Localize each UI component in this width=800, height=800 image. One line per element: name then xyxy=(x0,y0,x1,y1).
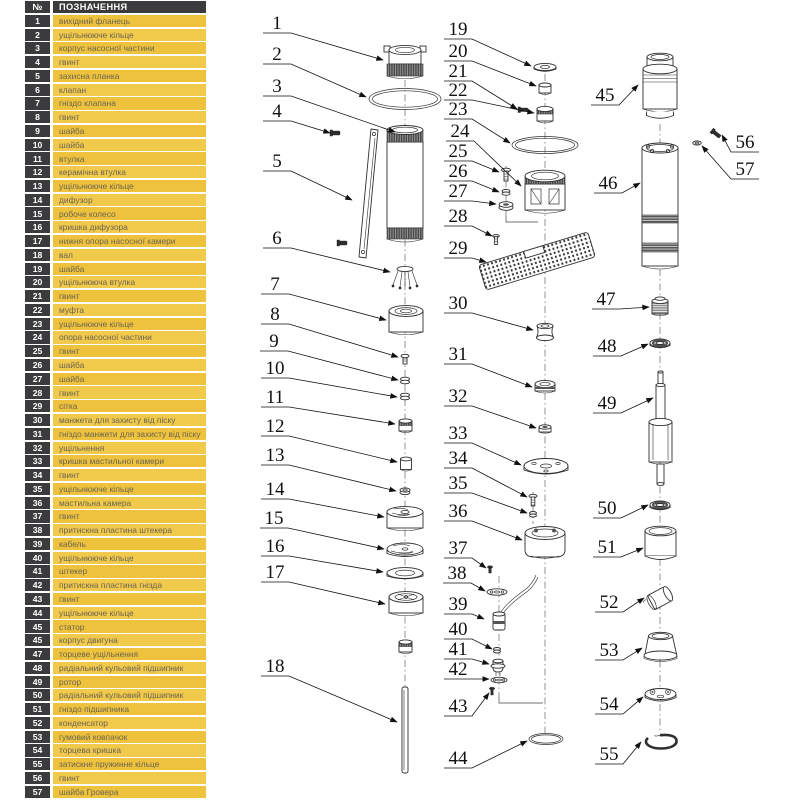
part-ball-bearing-50 xyxy=(650,501,670,510)
row-part-name: затискне пружинне кільце xyxy=(53,758,206,770)
row-part-name: шайба xyxy=(53,359,206,371)
callout-number-49: 49 xyxy=(597,393,617,414)
part-coupling xyxy=(537,106,553,123)
callout-number-56: 56 xyxy=(735,132,755,153)
callout-number-40: 40 xyxy=(448,619,468,640)
callout-number-9: 9 xyxy=(269,331,279,352)
callout-number-24: 24 xyxy=(450,121,470,142)
row-number: 19 xyxy=(25,263,50,275)
callout-number-32: 32 xyxy=(448,386,468,407)
callout-number-23: 23 xyxy=(448,99,468,120)
row-number: 40 xyxy=(25,552,50,564)
callout-number-11: 11 xyxy=(265,387,285,408)
row-number: 43 xyxy=(25,593,50,605)
row-number: 27 xyxy=(25,373,50,385)
row-part-name: ущільнююче кільце xyxy=(53,483,206,495)
part-cable xyxy=(493,575,538,630)
row-number: 55 xyxy=(25,758,50,770)
row-part-name: гвинт xyxy=(53,290,206,302)
row-number: 20 xyxy=(25,276,50,288)
row-number: 16 xyxy=(25,221,50,233)
part-screws-4 xyxy=(330,130,347,246)
leader-line-6 xyxy=(263,248,390,272)
part-valve-seat xyxy=(389,306,423,335)
row-part-name: шайба xyxy=(53,139,206,151)
row-part-name: кабель xyxy=(53,538,206,550)
callout-layer xyxy=(260,13,759,769)
row-part-name: кришка мастильної камери xyxy=(53,455,206,467)
callout-number-36: 36 xyxy=(448,501,468,522)
part-bearing-seat xyxy=(645,526,676,559)
row-part-name: торцеве ущільнення xyxy=(53,648,206,660)
row-number: 36 xyxy=(25,497,50,509)
part-ring-35 xyxy=(530,512,537,518)
part-bushing-11 xyxy=(399,419,412,433)
callout-number-26: 26 xyxy=(448,161,468,182)
callout-number-3: 3 xyxy=(272,76,282,97)
part-pump-casing xyxy=(387,126,423,243)
row-number: 52 xyxy=(25,717,50,729)
part-mechanical-seal xyxy=(652,297,668,316)
row-number: 53 xyxy=(25,731,50,743)
part-diffuser xyxy=(387,507,423,531)
leader-line-18 xyxy=(261,676,397,722)
row-number: 22 xyxy=(25,304,50,316)
row-part-name: гвинт xyxy=(53,772,206,784)
callout-number-35: 35 xyxy=(448,473,468,494)
row-part-name: шайба xyxy=(53,125,206,137)
row-part-name: кришка дифузора xyxy=(53,221,206,233)
row-number: 35 xyxy=(25,483,50,495)
row-number: 57 xyxy=(25,786,50,798)
leader-line-5 xyxy=(263,171,352,200)
row-number: 48 xyxy=(25,662,50,674)
row-part-name: робоче колесо xyxy=(53,207,206,219)
row-part-name: вал xyxy=(53,249,206,261)
part-motor-housing xyxy=(642,143,678,269)
row-number: 18 xyxy=(25,249,50,261)
row-part-name: захисна планка xyxy=(53,70,206,82)
row-part-name: корпус двигуна xyxy=(53,634,206,646)
callout-number-30: 30 xyxy=(448,293,468,314)
part-seal-ring-13 xyxy=(400,488,410,495)
callout-number-34: 34 xyxy=(448,448,468,469)
callout-number-27: 27 xyxy=(448,181,468,202)
callout-number-8: 8 xyxy=(270,304,280,325)
row-part-name: манжета для захисту від піску xyxy=(53,414,206,426)
row-part-name: вихідний фланець xyxy=(53,15,206,27)
callout-number-18: 18 xyxy=(265,656,285,677)
row-part-name: шайба xyxy=(53,263,206,275)
callout-number-37: 37 xyxy=(448,538,468,559)
row-number: 30 xyxy=(25,414,50,426)
part-lower-support xyxy=(389,592,423,616)
part-diffuser-cover xyxy=(387,568,423,579)
row-number: 38 xyxy=(25,524,50,536)
callout-number-25: 25 xyxy=(448,141,468,162)
row-part-name: шайба xyxy=(53,373,206,385)
callout-number-45: 45 xyxy=(595,85,615,106)
row-part-name: ущільнення xyxy=(53,442,206,454)
row-number: 45 xyxy=(25,620,50,632)
part-screw-43 xyxy=(489,687,495,695)
row-part-name: ущільнююче кільце xyxy=(53,552,206,564)
row-number: 17 xyxy=(25,235,50,247)
part-stator xyxy=(643,53,677,118)
part-oil-chamber xyxy=(525,527,565,559)
leader-line-4 xyxy=(263,121,330,133)
part-impeller xyxy=(387,543,423,557)
callout-number-48: 48 xyxy=(597,336,617,357)
row-part-name: ущільнююче кільце xyxy=(53,29,206,41)
row-part-name: керамічна втулка xyxy=(53,166,206,178)
row-number: 6 xyxy=(25,84,50,96)
row-part-name: гвинт xyxy=(53,593,206,605)
part-screw-56 xyxy=(710,128,722,139)
part-retaining-ring xyxy=(646,735,677,749)
row-part-name: гвинт xyxy=(53,510,206,522)
part-end-cover xyxy=(645,689,676,702)
callout-number-2: 2 xyxy=(272,44,282,65)
part-socket-plate xyxy=(491,677,507,683)
callout-number-12: 12 xyxy=(265,416,285,437)
part-washer-10 xyxy=(401,393,410,400)
row-number: 10 xyxy=(25,139,50,151)
part-washer-27 xyxy=(499,202,513,211)
callout-number-5: 5 xyxy=(272,151,282,172)
row-part-name: статор xyxy=(53,620,206,632)
row-number: 2 xyxy=(25,29,50,41)
row-part-name: корпус насосної частини xyxy=(53,42,206,54)
callout-number-42: 42 xyxy=(448,659,468,680)
row-part-name: гвинт xyxy=(53,111,206,123)
part-plug xyxy=(491,659,505,676)
part-pump-support xyxy=(525,170,565,213)
row-number: 3 xyxy=(25,42,50,54)
row-number: 44 xyxy=(25,607,50,619)
row-number: 9 xyxy=(25,125,50,137)
part-rotor xyxy=(649,371,672,485)
part-ring-40 xyxy=(494,648,501,654)
row-number: 56 xyxy=(25,772,50,784)
row-number: 12 xyxy=(25,166,50,178)
row-part-name: втулка xyxy=(53,152,206,164)
row-number: 54 xyxy=(25,744,50,756)
callout-number-43: 43 xyxy=(448,696,468,717)
leader-line-38 xyxy=(443,583,485,591)
callout-number-4: 4 xyxy=(272,101,282,122)
row-number: 28 xyxy=(25,386,50,398)
row-number: 11 xyxy=(25,152,50,164)
callout-number-10: 10 xyxy=(265,358,285,379)
row-number: 42 xyxy=(25,579,50,591)
row-part-name: притискна пластина гнізда xyxy=(53,579,206,591)
row-number: 49 xyxy=(25,676,50,688)
part-ceramic-bushing xyxy=(401,457,412,471)
row-number: 23 xyxy=(25,318,50,330)
callout-number-44: 44 xyxy=(448,748,468,769)
callout-number-20: 20 xyxy=(448,41,468,62)
row-number: 26 xyxy=(25,359,50,371)
part-seal-32 xyxy=(539,425,551,433)
part-seal-bushing-20 xyxy=(539,83,551,95)
part-screw-34 xyxy=(529,494,537,506)
row-part-name: шайба Гровера xyxy=(53,786,206,798)
row-part-name: радіальний кульовий підшипник xyxy=(53,689,206,701)
header-number: № xyxy=(25,1,50,13)
row-part-name: ущільнююче кільце xyxy=(53,607,206,619)
callout-number-39: 39 xyxy=(448,594,468,615)
part-capacitor xyxy=(642,585,675,613)
part-washer-9 xyxy=(401,377,410,384)
callout-number-21: 21 xyxy=(448,61,468,82)
row-number: 41 xyxy=(25,565,50,577)
callout-number-57: 57 xyxy=(735,159,755,180)
callout-number-19: 19 xyxy=(448,19,468,40)
row-number: 34 xyxy=(25,469,50,481)
row-part-name: притискна пластина штекера xyxy=(53,524,206,536)
callout-number-51: 51 xyxy=(597,537,617,558)
row-part-name: гніздо манжети для захисту від піску xyxy=(53,428,206,440)
callout-number-28: 28 xyxy=(448,206,468,227)
part-screw-37 xyxy=(487,566,492,573)
part-sand-sleeve xyxy=(537,323,554,340)
callout-number-31: 31 xyxy=(448,344,468,365)
leader-line-17 xyxy=(261,582,385,604)
row-number: 13 xyxy=(25,180,50,192)
row-number: 14 xyxy=(25,194,50,206)
row-number: 21 xyxy=(25,290,50,302)
row-number: 7 xyxy=(25,97,50,109)
callout-number-1: 1 xyxy=(272,13,282,34)
callout-number-33: 33 xyxy=(448,423,468,444)
callout-number-46: 46 xyxy=(598,173,618,194)
callout-number-53: 53 xyxy=(599,640,619,661)
part-small-bushing xyxy=(399,640,412,654)
row-number: 15 xyxy=(25,207,50,219)
row-number: 39 xyxy=(25,538,50,550)
row-part-name: нижня опора насосної камери xyxy=(53,235,206,247)
row-part-name: гвинт xyxy=(53,469,206,481)
part-screw-28 xyxy=(493,235,499,245)
row-part-name: мастильна камера xyxy=(53,497,206,509)
part-washer-19 xyxy=(534,63,556,71)
leader-line-31 xyxy=(444,364,532,387)
row-number: 31 xyxy=(25,428,50,440)
row-part-name: клапан xyxy=(53,84,206,96)
row-part-name: ротор xyxy=(53,676,206,688)
row-number: 5 xyxy=(25,70,50,82)
callout-number-17: 17 xyxy=(265,562,285,583)
callout-number-29: 29 xyxy=(448,238,468,259)
row-part-name: гніздо підшипника xyxy=(53,703,206,715)
row-part-name: конденсатор xyxy=(53,717,206,729)
part-sleeve-seat xyxy=(535,380,555,393)
callout-number-55: 55 xyxy=(599,744,619,765)
row-number: 25 xyxy=(25,345,50,357)
row-number: 51 xyxy=(25,703,50,715)
leader-line-3 xyxy=(263,96,395,132)
part-shaft xyxy=(402,687,408,773)
row-part-name: сітка xyxy=(53,400,206,412)
row-part-name: гвинт xyxy=(53,386,206,398)
row-number: 1 xyxy=(25,15,50,27)
row-part-name: штекер xyxy=(53,565,206,577)
row-number: 45 xyxy=(25,634,50,646)
callout-number-7: 7 xyxy=(270,274,280,295)
row-number: 50 xyxy=(25,689,50,701)
part-spring-washer-57 xyxy=(693,141,701,145)
callout-number-47: 47 xyxy=(596,289,616,310)
part-plug-plate xyxy=(487,589,507,595)
callout-number-14: 14 xyxy=(265,479,285,500)
part-o-ring-44 xyxy=(529,734,563,745)
row-number: 8 xyxy=(25,111,50,123)
row-number: 29 xyxy=(25,400,50,412)
row-number: 33 xyxy=(25,455,50,467)
row-number: 4 xyxy=(25,56,50,68)
row-number: 37 xyxy=(25,510,50,522)
row-part-name: ущільнююча втулка xyxy=(53,276,206,288)
header-designation: ПОЗНАЧЕННЯ xyxy=(53,1,206,13)
part-output-flange xyxy=(384,45,426,78)
row-part-name: радіальний кульовий підшипник xyxy=(53,662,206,674)
row-part-name: ущільнююче кільце xyxy=(53,180,206,192)
callout-number-41: 41 xyxy=(448,639,468,660)
row-number: 32 xyxy=(25,442,50,454)
part-valve xyxy=(392,266,418,289)
callout-number-38: 38 xyxy=(447,563,467,584)
callout-number-6: 6 xyxy=(272,228,282,249)
callout-number-15: 15 xyxy=(264,508,284,529)
callout-number-22: 22 xyxy=(448,80,468,101)
row-part-name: муфта xyxy=(53,304,206,316)
callout-number-54: 54 xyxy=(599,694,619,715)
leader-line-8 xyxy=(261,324,398,357)
row-part-name: гвинт xyxy=(53,56,206,68)
row-part-name: опора насосної частини xyxy=(53,331,206,343)
row-number: 24 xyxy=(25,331,50,343)
row-part-name: торцева кришка xyxy=(53,744,206,756)
row-part-name: гвинт xyxy=(53,345,206,357)
row-part-name: дифузор xyxy=(53,194,206,206)
row-number: 47 xyxy=(25,648,50,660)
row-part-name: ущільнююче кільце xyxy=(53,318,206,330)
callout-number-13: 13 xyxy=(265,445,285,466)
callout-number-16: 16 xyxy=(265,536,285,557)
part-screw-8 xyxy=(401,354,409,364)
leader-line-30 xyxy=(444,313,533,330)
part-protective-plank xyxy=(359,129,378,258)
leader-line-28 xyxy=(444,226,492,236)
leader-line-7 xyxy=(261,294,386,320)
part-washer-26 xyxy=(502,189,510,195)
part-oil-chamber-cover xyxy=(524,459,568,475)
callout-number-52: 52 xyxy=(599,592,619,613)
part-rubber-cap xyxy=(644,632,677,661)
row-part-name: гніздо клапана xyxy=(53,97,206,109)
callout-number-50: 50 xyxy=(597,498,617,519)
row-part-name: гумовий ковпачок xyxy=(53,731,206,743)
part-ball-bearing-48 xyxy=(650,339,670,348)
